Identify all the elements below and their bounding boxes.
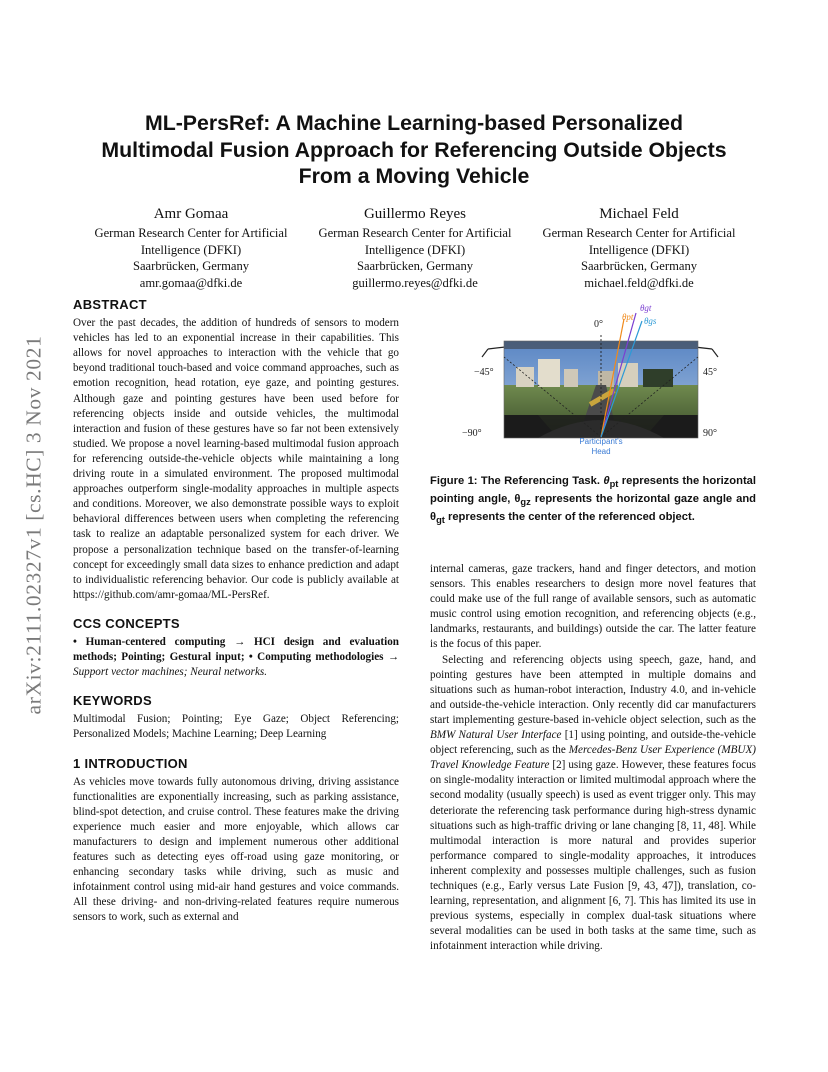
head-label-line-1: Participant's: [579, 437, 623, 446]
title-line-3: From a Moving Vehicle: [298, 164, 530, 188]
abstract-text: Over the past decades, the addition of hundreds of sensors to modern vehicles has led to an exponential increase in their capabilities. This allows for novel approaches to interaction with the vehicle that go beyond traditional touch-based and voice command approaches, such as emotion recognition, head rotation, eye gaze, and pointing gestures. Although gaze and pointing gestures have been used before for referencing objects inside and outside vehicles, the multimodal interaction and fusion of these gestures have so far not been extensively studied. We propose a novel learning-based multimodal fusion approach for referencing outside-the-vehicle objects while maintaining a long driving route in a simulated environment. The proposed multimodal approaches outperform single-modality approaches in multiple aspects and conditions. Moreover, we also demonstrate possible ways to exploit behavioral differences between users when completing the referencing task to realize an adaptable personalized system for each driver. We propose a personalization technique based on the transfer-of-learning concept for exceedingly small data sizes to enhance prediction and adapt to individualistic referencing behavior. Our code is publicly available at https://github.com/amr-gomaa/ML-PersRef.: [73, 317, 399, 601]
figure-referencing-task: [458, 297, 743, 462]
caption-sub-2: gz: [520, 497, 531, 508]
caption-text-3: represents the horizontal gaze angle and θ: [430, 493, 756, 524]
intro-p2-italic-bmw: BMW Natural User Interface: [430, 729, 562, 742]
author-3: [533, 205, 745, 291]
left-column: [73, 297, 399, 926]
caption-text-2: represents the horizontal pointing angle, θ: [430, 475, 756, 506]
introduction-paragraph-1: As vehicles move towards fully autonomous driving, driving assistance functionalities are exponentially increasing, such as parking assistance, blind-spot detection, and cruise control. These features make the driving experience much easier and more enjoyable, which allows car manufacturers to design and implement numerous other additional features such as detecting eyes off-road using gaze monitoring, or enhancing secondary tasks while driving, such as music and infotainment control using mid-air hand gestures and voice commands. All these driving- and non-driving-related features require numerous sensors to work, such as external and: [73, 775, 399, 924]
author-name: Guillermo Reyes: [363, 206, 467, 222]
author-email[interactable]: michael.feld@dfki.de: [584, 275, 694, 290]
author-location: Saarbrücken, Germany: [580, 259, 698, 274]
author-2: [309, 205, 521, 291]
caption-label: Figure 1: The Referencing Task.: [430, 475, 600, 487]
introduction-heading: 1 INTRODUCTION: [73, 755, 188, 771]
intro-p2-part-a: Selecting and referencing objects using speech, gaze, hand, and pointing gestures have been attempted in multiple domains and situations such as human-robot interaction, Industry 4.0, and in-vehicle and outside-the-vehicle interaction. Only recently did car manufacturers start implementing gesture-based in-vehicle object selection, such as the: [430, 653, 756, 726]
author-name: Michael Feld: [599, 206, 679, 222]
theta-pt-label: θpt: [622, 312, 634, 322]
arxiv-sidebar: [14, 295, 54, 755]
angle-neg90: −90°: [462, 428, 482, 439]
title-line-1: ML-PersRef: A Machine Learning-based Personalized: [144, 111, 684, 135]
author-affiliation: German Research Center for Artificial: [542, 226, 736, 240]
author-1: [85, 205, 297, 291]
author-affiliation: Intelligence (DFKI): [588, 242, 690, 257]
author-email[interactable]: amr.gomaa@dfki.de: [139, 275, 243, 290]
ccs-heading: CCS CONCEPTS: [73, 615, 180, 631]
introduction-paragraph-1-continued: internal cameras, gaze trackers, hand and finger detectors, and motion sensors. This enables researchers to design more novel features that could make use of the full range of available sensors, such as automatic music control using emotion recognition, and referencing objects (e.g., landmarks, restaurants, and buildings) outside the car. The latter feature is the focus of this paper.: [430, 563, 756, 651]
caption-text-4: represents the center of the referenced object.: [444, 511, 695, 524]
figure-caption: [430, 474, 756, 529]
caption-theta-1: θ: [599, 475, 610, 487]
angle-pos45: 45°: [703, 367, 717, 378]
keywords-text: Multimodal Fusion; Pointing; Eye Gaze; Object Referencing; Personalized Models; Machine Learning; Deep Learning: [73, 713, 399, 741]
author-location: Saarbrücken, Germany: [356, 259, 474, 274]
author-affiliation: German Research Center for Artificial: [318, 226, 512, 240]
figure-1-illustration: [458, 297, 743, 462]
author-affiliation: Intelligence (DFKI): [140, 242, 242, 257]
theta-gs-label: θgs: [644, 316, 657, 326]
intro-p2-part-b: [1] using pointing, and outside-the-vehicle object referencing, such as the: [430, 729, 756, 757]
angle-pos90: 90°: [703, 428, 717, 439]
head-label-line-2: Head: [591, 447, 611, 456]
right-column: [430, 562, 756, 954]
ccs-concepts-primary: • Human-centered computing → HCI design and evaluation methods; Pointing; Gestural input;: [73, 635, 399, 664]
title-line-2: Multimodal Fusion Approach for Referencing Outside Objects: [101, 137, 727, 162]
angle-zero: 0°: [594, 319, 603, 330]
ccs-concepts-italic: Support vector machines; Neural networks.: [73, 666, 268, 679]
ccs-concepts-secondary: • Computing methodologies →: [248, 651, 399, 664]
angle-neg45: −45°: [474, 367, 494, 378]
intro-p2-part-c: [2] using gaze. However, these features focus on single-modality interaction or limited multimodal approach where the second modality (usually speech) is used as event trigger only. This may deteriorate the referencing task performance during high-stress dynamic situations such as high-traffic driving or lane changing [8, 11, 48]. While multimodal interaction is more natural and provides superior performance compared to single-modality approaches, it introduces inherent complexity and possesses multiple challenges, such as fusion techniques (e.g., Early versus Late Fusion [9, 43, 47]), translation, co-learning, representation, and alignment [6, 7]. This has limited its use in previous systems, especially in complex dual-task situations where several modalities can be used in both tasks at the same time, such as infotainment interaction while driving.: [430, 759, 756, 953]
ccs-text: [73, 635, 399, 680]
author-affiliation: Intelligence (DFKI): [364, 242, 466, 257]
author-affiliation: German Research Center for Artificial: [94, 226, 288, 240]
author-name: Amr Gomaa: [153, 206, 229, 222]
caption-sub-1: pt: [609, 479, 619, 490]
keywords-heading: KEYWORDS: [73, 693, 152, 709]
arxiv-identifier: arXiv:2111.02327v1 [cs.HC] 3 Nov 2021: [21, 335, 46, 715]
caption-sub-3: gt: [436, 515, 445, 526]
author-block: [85, 205, 745, 291]
author-location: Saarbrücken, Germany: [132, 259, 250, 274]
intro-p2-italic-mbux: Mercedes-Benz User Experience (MBUX) Travel Knowledge Feature: [430, 744, 756, 772]
paper-title: [60, 110, 768, 190]
introduction-paragraph-2: [430, 653, 756, 955]
abstract-heading: ABSTRACT: [73, 297, 147, 312]
theta-gt-label: θgt: [640, 303, 652, 313]
author-email[interactable]: guillermo.reyes@dfki.de: [352, 275, 478, 290]
